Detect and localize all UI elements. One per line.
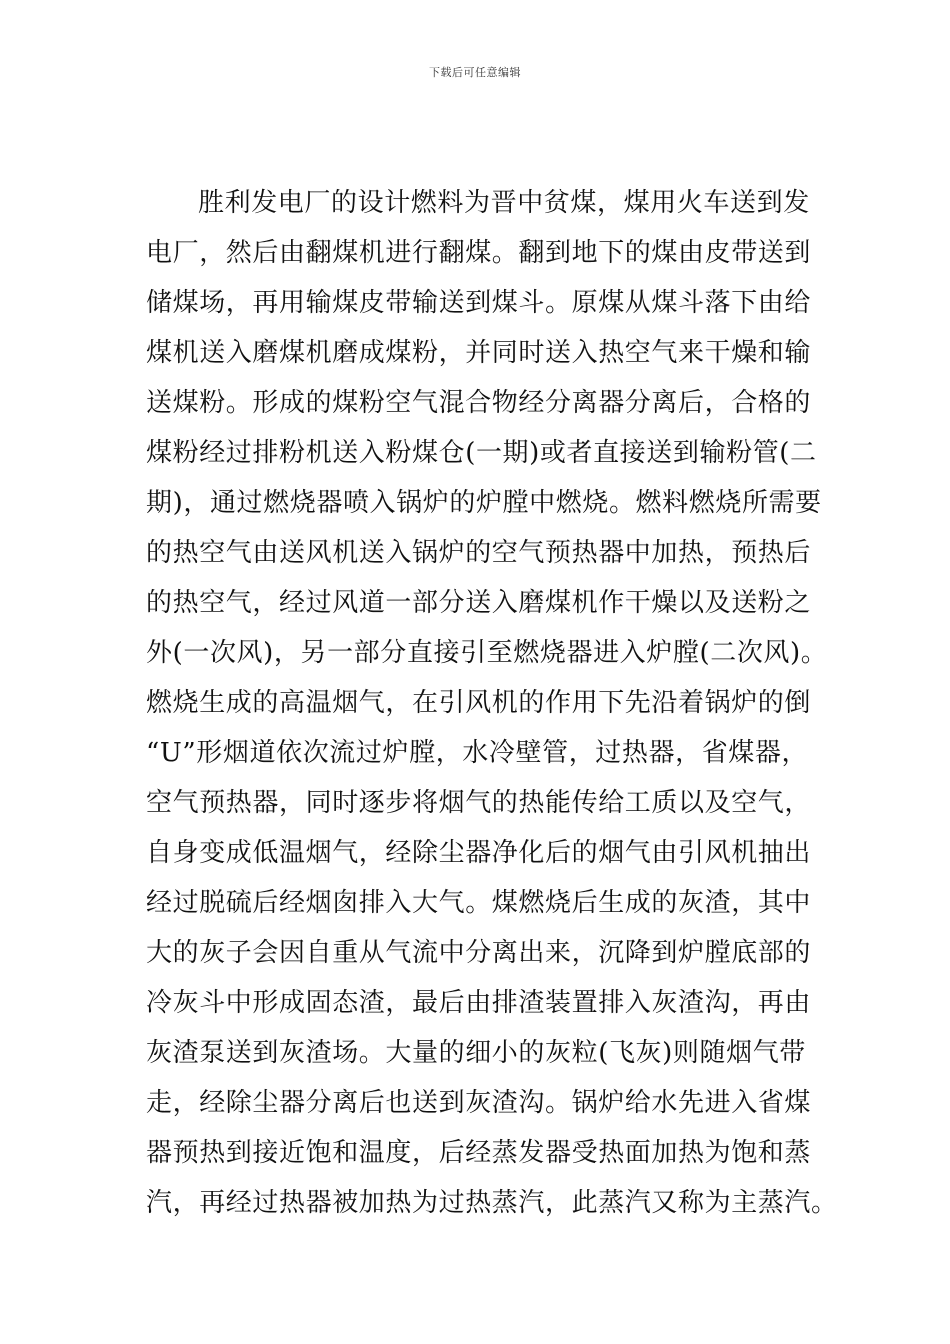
document-paragraph xyxy=(146,178,838,1228)
paragraph-line: 储煤场，再用输煤皮带输送到煤斗。原煤从煤斗落下由给 xyxy=(146,288,812,318)
paragraph-line: 期)，通过燃烧器喷入锅炉的炉膛中燃烧。燃料燃烧所需要 xyxy=(146,488,822,518)
paragraph-line: 汽，再经过热器被加热为过热蒸汽，此蒸汽又称为主蒸汽。 xyxy=(146,1188,838,1218)
paragraph-line: 器预热到接近饱和温度，后经蒸发器受热面加热为饱和蒸 xyxy=(146,1138,812,1168)
paragraph-line: 外(一次风)，另一部分直接引至燃烧器进入炉膛(二次风)。 xyxy=(146,638,828,668)
paragraph-line: 空气预热器，同时逐步将烟气的热能传给工质以及空气， xyxy=(146,788,812,818)
paragraph-line: 煤机送入磨煤机磨成煤粉，并同时送入热空气来干燥和输 xyxy=(146,338,812,368)
paragraph-line: 经过脱硫后经烟囱排入大气。煤燃烧后生成的灰渣，其中 xyxy=(146,888,812,918)
page-header: 下载后可任意编辑 xyxy=(429,66,521,79)
paragraph-line: 燃烧生成的高温烟气，在引风机的作用下先沿着锅炉的倒 xyxy=(146,688,812,718)
paragraph-line: 灰渣泵送到灰渣场。大量的细小的灰粒(飞灰)则随烟气带 xyxy=(146,1038,806,1068)
paragraph-line: 电厂，然后由翻煤机进行翻煤。翻到地下的煤由皮带送到 xyxy=(146,238,812,268)
paragraph-line: 走，经除尘器分离后也送到灰渣沟。锅炉给水先进入省煤 xyxy=(146,1088,812,1118)
paragraph-line: 煤粉经过排粉机送入粉煤仓(一期)或者直接送到输粉管(二 xyxy=(146,438,817,468)
paragraph-line: 冷灰斗中形成固态渣，最后由排渣装置排入灰渣沟，再由 xyxy=(146,988,812,1018)
paragraph-line: 的热空气，经过风道一部分送入磨煤机作干燥以及送粉之 xyxy=(146,588,812,618)
paragraph-line: 自身变成低温烟气，经除尘器净化后的烟气由引风机抽出 xyxy=(146,838,812,868)
paragraph-line: 送煤粉。形成的煤粉空气混合物经分离器分离后，合格的 xyxy=(146,388,812,418)
paragraph-line: 大的灰子会因自重从气流中分离出来，沉降到炉膛底部的 xyxy=(146,938,812,968)
paragraph-line: 的热空气由送风机送入锅炉的空气预热器中加热，预热后 xyxy=(146,538,812,568)
paragraph-line: “U”形烟道依次流过炉膛，水冷壁管，过热器，省煤器， xyxy=(146,738,809,768)
paragraph-line: 胜利发电厂的设计燃料为晋中贫煤，煤用火车送到发 xyxy=(198,188,810,218)
